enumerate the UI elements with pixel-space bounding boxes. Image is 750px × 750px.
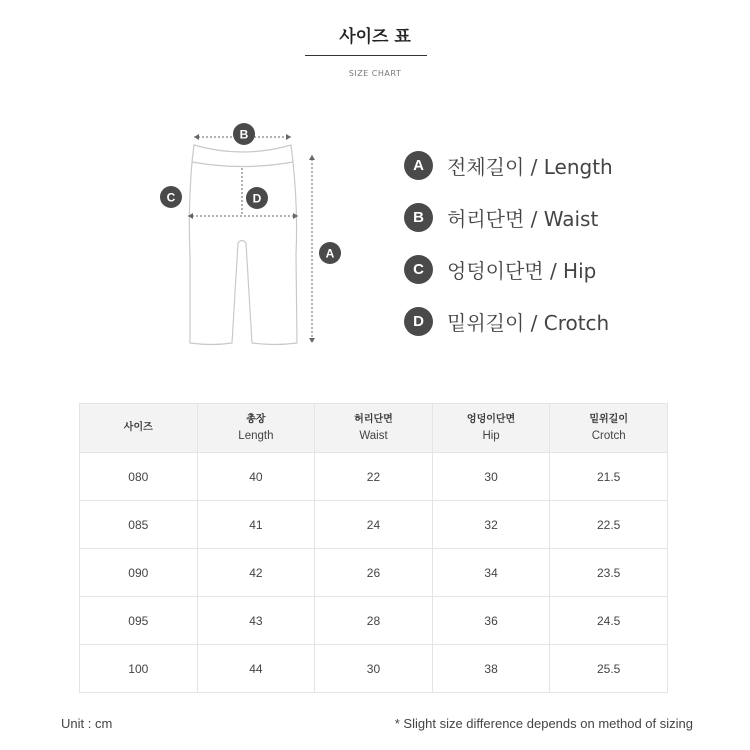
legend-label-length: 전체길이 / Length [447,154,613,179]
diagram-badge-d [246,187,268,209]
cell-hip: 30 [432,453,550,501]
header-waist [315,404,433,453]
cell-waist: 28 [315,597,433,645]
cell-size: 100 [80,645,198,693]
header-crotch-ko: 밑위길이 [589,414,628,425]
diagram-badge-a-label: A [325,246,335,261]
legend-label-waist: 허리단면 / Waist [447,206,599,231]
cell-crotch: 22.5 [550,501,668,549]
diagram-badge-d-label: D [252,191,262,206]
header-length-en: Length [238,430,274,442]
header-size-ko: 사이즈 [123,422,153,433]
diagram-badge-c-label: C [166,190,176,205]
unit-note: Unit : cm [61,716,113,731]
cell-hip: 38 [432,645,550,693]
sizing-disclaimer: * Slight size difference depends on method of sizing [394,716,693,731]
cell-size: 090 [80,549,198,597]
cell-hip: 36 [432,597,550,645]
cell-waist: 26 [315,549,433,597]
cell-length: 43 [197,597,315,645]
cell-crotch: 25.5 [550,645,668,693]
diagram-badge-b [233,123,255,145]
diagram-badge-a [319,242,341,264]
legend-item-length [404,152,613,178]
diagram-badge-b-label: B [239,127,249,142]
table-row [80,549,668,597]
diagram-badge-c [160,186,182,208]
cell-length: 41 [197,501,315,549]
header-crotch [550,404,668,453]
page-title: 사이즈 표 [339,27,411,47]
header-length [197,404,315,453]
cell-size: 085 [80,501,198,549]
table-row [80,597,668,645]
header-hip-ko: 엉덩이단면 [466,414,516,425]
header-length-ko: 총장 [246,414,266,425]
header-waist-en: Waist [359,430,388,442]
table-header-row [80,404,668,453]
cell-hip: 32 [432,501,550,549]
size-table [79,403,668,693]
legend-item-waist [404,204,613,230]
cell-crotch: 23.5 [550,549,668,597]
measurement-legend [404,152,613,360]
table-row [80,453,668,501]
header-waist-ko: 허리단면 [354,414,393,425]
header-hip-en: Hip [482,430,500,442]
page-subtitle: SIZE CHART [348,69,402,78]
cell-length: 44 [197,645,315,693]
shorts-outline [189,145,297,345]
cell-size: 080 [80,453,198,501]
cell-waist: 24 [315,501,433,549]
cell-length: 40 [197,453,315,501]
title-divider [305,55,427,56]
legend-label-hip: 엉덩이단면 / Hip [447,258,597,283]
cell-crotch: 24.5 [550,597,668,645]
cell-length: 42 [197,549,315,597]
header-size [80,404,198,453]
legend-item-hip [404,256,613,282]
shorts-measurement-diagram [150,115,350,355]
header-hip [432,404,550,453]
cell-waist: 30 [315,645,433,693]
legend-badge-c: C [404,255,433,284]
legend-badge-a: A [404,151,433,180]
cell-crotch: 21.5 [550,453,668,501]
header-crotch-en: Crotch [591,430,626,442]
cell-size: 095 [80,597,198,645]
legend-label-crotch: 밑위길이 / Crotch [447,310,610,335]
table-row [80,501,668,549]
legend-badge-b: B [404,203,433,232]
table-row [80,645,668,693]
cell-waist: 22 [315,453,433,501]
cell-hip: 34 [432,549,550,597]
legend-item-crotch [404,308,613,334]
legend-badge-d: D [404,307,433,336]
